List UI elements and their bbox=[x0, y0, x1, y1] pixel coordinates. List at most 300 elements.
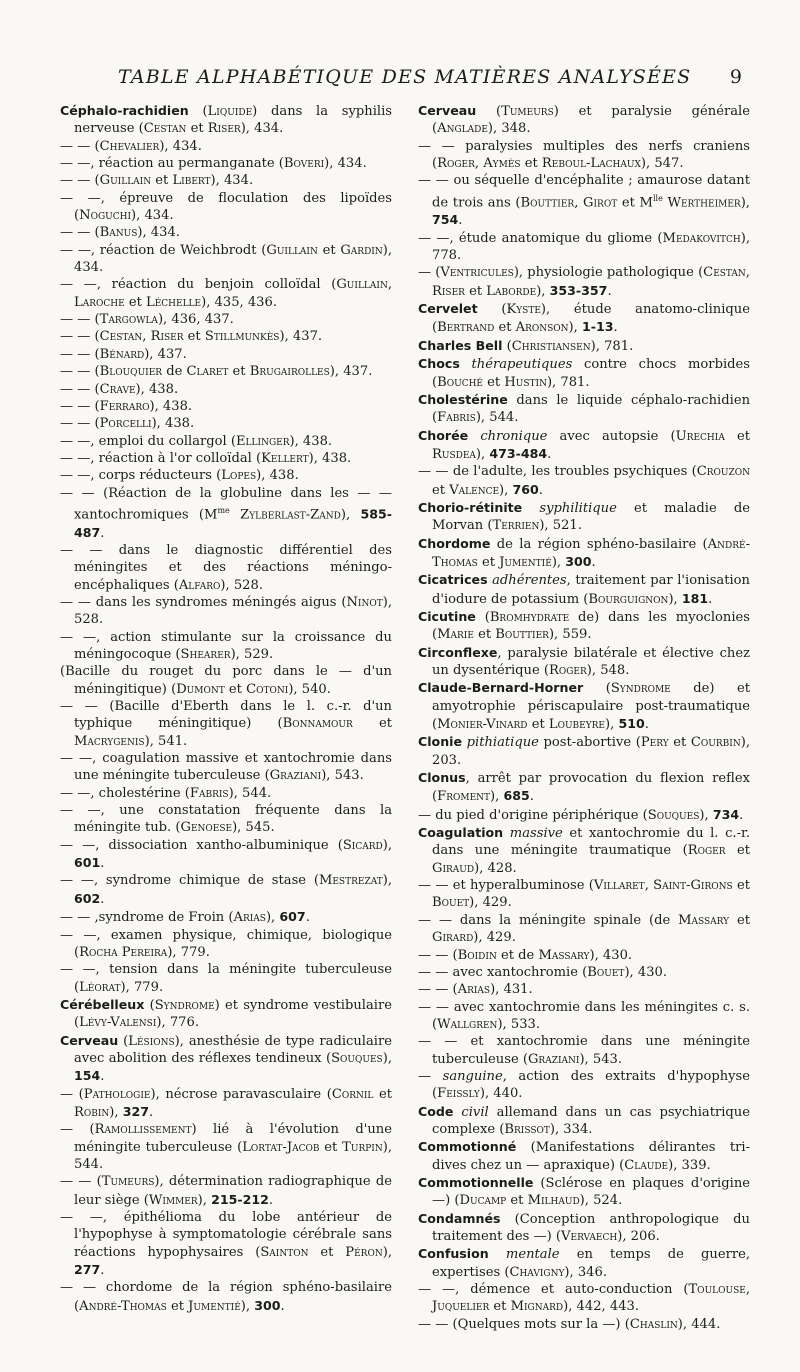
entry-text: Riser bbox=[207, 121, 241, 137]
entry-text: ) et paralysie générale ( bbox=[432, 104, 750, 137]
entry-text: Genoese bbox=[180, 820, 233, 836]
entry-term: Chordome bbox=[418, 535, 491, 551]
index-entry bbox=[418, 769, 750, 806]
entry-text: ), bbox=[499, 482, 513, 498]
entry-text: et bbox=[432, 482, 450, 498]
entry-text: ), 428. bbox=[474, 860, 517, 876]
entry-text: avec autopsie ( bbox=[547, 428, 676, 444]
entry-text: et bbox=[724, 428, 750, 444]
entry-text: Guillain bbox=[266, 242, 318, 258]
index-entry bbox=[418, 1103, 750, 1139]
entry-text: ), bbox=[605, 717, 619, 733]
entry-text: (Conception anthropologique du traitement des —) ( bbox=[432, 1211, 750, 1245]
entry-text: . bbox=[100, 1069, 105, 1085]
entry-text: . bbox=[100, 891, 105, 907]
entry-text: ), 430. bbox=[589, 947, 633, 963]
entry-term: Code bbox=[418, 1103, 454, 1119]
entry-text: Porcelli bbox=[99, 416, 152, 432]
entry-text: ) dans la syphilis nerveuse ( bbox=[74, 104, 392, 137]
entry-text: — — ,syndrome de Froin ( bbox=[60, 910, 234, 926]
entry-text: — —, tension dans la méningite tuberculeuse ( bbox=[60, 962, 392, 995]
index-entry bbox=[418, 427, 750, 464]
entry-text: ), bbox=[382, 837, 392, 853]
entry-text: — — de l'adulte, les troubles psychiques ( bbox=[418, 464, 697, 480]
entry-text: chronique bbox=[480, 428, 548, 444]
entry-text: et bbox=[151, 173, 173, 189]
entry-text: ), 438. bbox=[308, 450, 352, 466]
entry-text: (Bacille du rouget du porc dans le — d'un méningitique) ( bbox=[60, 664, 392, 697]
index-entry bbox=[60, 224, 392, 241]
entry-text: Guillain, Laroche bbox=[74, 277, 392, 310]
entry-text: . bbox=[547, 446, 552, 462]
index-columns bbox=[60, 102, 750, 1333]
entry-text: et bbox=[224, 681, 247, 697]
entry-text: , arrêt par provocation du flexion reflex ( bbox=[432, 771, 750, 805]
entry-text: ( bbox=[502, 338, 512, 354]
index-entry bbox=[60, 927, 392, 962]
entry-text: . bbox=[305, 910, 310, 926]
index-entry bbox=[418, 230, 750, 265]
entry-text: — — dans les syndromes méningés aigus ( bbox=[60, 594, 347, 610]
entry-text: ), 431. bbox=[490, 982, 533, 998]
entry-text: Crave bbox=[99, 381, 136, 397]
entry-text: Rocha Pereira bbox=[79, 944, 168, 960]
entry-text: ), 544. bbox=[228, 785, 272, 801]
index-entry bbox=[418, 499, 750, 535]
entry-text: ), 434. bbox=[210, 173, 254, 189]
entry-text: 510 bbox=[618, 716, 645, 732]
entry-text: ), 533. bbox=[497, 1016, 541, 1032]
entry-text: Guillain bbox=[99, 173, 152, 189]
entry-text: — —, étude anatomique du gliome ( bbox=[418, 230, 663, 246]
entry-text: ), 434. bbox=[159, 138, 202, 154]
entry-text: ), 436, 437. bbox=[157, 312, 234, 328]
entry-text: de) dans les myoclonies ( bbox=[432, 609, 750, 643]
index-entry bbox=[60, 542, 392, 594]
entry-text: et bbox=[228, 364, 250, 380]
index-entry bbox=[60, 961, 392, 996]
entry-text: — du pied d'origine périphérique ( bbox=[418, 807, 648, 823]
entry-text: Chavigny bbox=[509, 1264, 565, 1280]
entry-text: Macrygenis bbox=[74, 733, 145, 749]
entry-text: Bouet bbox=[432, 895, 470, 911]
entry-text: Vervaech bbox=[561, 1229, 618, 1245]
entry-text: 300 bbox=[254, 1297, 281, 1313]
entry-text: ), 438. bbox=[135, 381, 179, 397]
entry-text: ), 334. bbox=[549, 1121, 593, 1137]
entry-text: — —, épreuve de floculation des lipoïdes ( bbox=[60, 190, 392, 224]
entry-text: — —, épithélioma du lobe antérieur de l'hypophyse à symptomatologie cérébrale sans réactions hypophysaires ( bbox=[60, 1210, 392, 1260]
entry-text: 473-484 bbox=[489, 445, 548, 461]
entry-text: Arias bbox=[233, 910, 266, 926]
entry-text: Aronson bbox=[515, 320, 569, 336]
entry-text: 215-212 bbox=[211, 1191, 269, 1207]
index-entry bbox=[60, 1032, 392, 1086]
entry-text: — — ( bbox=[60, 416, 100, 432]
entry-text bbox=[230, 507, 240, 522]
index-entry bbox=[418, 1316, 750, 1333]
entry-text: ), 529. bbox=[230, 647, 274, 663]
entry-text: ), bbox=[536, 283, 550, 299]
index-entry bbox=[60, 908, 392, 926]
entry-text: dans le liquide céphalo-rachidien ( bbox=[432, 392, 750, 426]
entry-text: Souques bbox=[647, 807, 700, 823]
entry-text: Anglade bbox=[437, 121, 488, 137]
entry-text: de) et amyotrophie périscapulaire post-traumatique ( bbox=[432, 681, 750, 733]
entry-text: et xantochromie du l. c.-r. dans une méningite traumatique ( bbox=[432, 826, 750, 859]
index-entry bbox=[60, 1121, 392, 1173]
entry-text: Pery bbox=[640, 735, 669, 751]
entry-text: et bbox=[506, 1193, 528, 1209]
entry-text: Valence bbox=[449, 482, 500, 498]
entry-text: — —, réaction de Weichbrodt ( bbox=[60, 242, 267, 258]
entry-text: ), détermination radiographique de leur siège ( bbox=[74, 1174, 392, 1208]
entry-text: Toulouse, Juquelier bbox=[432, 1282, 750, 1315]
entry-text: Bonnamour bbox=[282, 716, 353, 732]
entry-text: Bouet bbox=[587, 964, 625, 980]
entry-text: Léorat bbox=[79, 979, 121, 995]
entry-text: ), bbox=[240, 1298, 255, 1314]
entry-text: — —, réaction à l'or colloïdal ( bbox=[60, 450, 262, 466]
entry-term: Cerveau bbox=[418, 103, 477, 118]
entry-text: ), 438. bbox=[151, 416, 195, 432]
entry-text: — — ( bbox=[60, 225, 100, 241]
entry-text: Chevalier bbox=[99, 138, 160, 154]
entry-text: et bbox=[729, 912, 750, 928]
entry-text: Souques bbox=[331, 1050, 383, 1066]
entry-text: Rusdea bbox=[432, 446, 476, 462]
entry-text: ), bbox=[668, 591, 682, 607]
entry-text: Zylberlast-Zand bbox=[240, 507, 341, 523]
entry-text: 327 bbox=[122, 1103, 150, 1119]
entry-text: Massary bbox=[678, 912, 730, 928]
entry-text: Lésions bbox=[128, 1033, 175, 1049]
entry-text: — — avec xantochromie dans les méningites c. s. ( bbox=[418, 999, 750, 1032]
entry-text: ), 429. bbox=[469, 895, 512, 911]
entry-text: ), bbox=[382, 1244, 392, 1260]
entry-text: Mignard bbox=[510, 1299, 564, 1315]
entry-text: — bbox=[418, 1068, 443, 1084]
entry-text: 1-13 bbox=[581, 319, 614, 335]
entry-term: Claude-Bernard-Horner bbox=[418, 680, 584, 696]
entry-text: — —, réaction au permanganate ( bbox=[60, 156, 284, 172]
index-entry bbox=[60, 363, 392, 380]
entry-text: . bbox=[149, 1104, 154, 1120]
entry-text: ), 548. bbox=[586, 663, 630, 679]
entry-text: 277 bbox=[74, 1262, 101, 1278]
entry-text: , traitement par l'ionisation d'iodure de potassium ( bbox=[432, 573, 750, 607]
entry-text: ), 440. bbox=[479, 1086, 523, 1102]
entry-text: post-abortive ( bbox=[538, 735, 641, 751]
entry-text: Wimmer bbox=[148, 1192, 198, 1208]
entry-text: ), 346. bbox=[564, 1264, 608, 1280]
entry-text: 754 bbox=[432, 212, 459, 228]
index-entry bbox=[60, 311, 392, 328]
entry-text: . bbox=[100, 525, 105, 541]
entry-text: — —, cholestérine ( bbox=[60, 785, 190, 801]
entry-text: . bbox=[591, 554, 596, 570]
entry-text bbox=[522, 501, 539, 516]
entry-text: ), 438. bbox=[289, 433, 333, 449]
index-entry bbox=[418, 264, 750, 300]
entry-text: Brugairolles bbox=[249, 364, 330, 380]
entry-text: Ducamp bbox=[459, 1193, 507, 1209]
entry-text: 585-487 bbox=[74, 506, 392, 540]
entry-text: Urechia bbox=[675, 428, 725, 444]
index-entry bbox=[418, 1138, 750, 1174]
entry-text: Bénard bbox=[99, 346, 145, 362]
entry-text: ), 521. bbox=[539, 518, 582, 534]
entry-text: Ventricules bbox=[440, 265, 514, 281]
entry-text: Bouttier, Girot bbox=[520, 195, 618, 211]
entry-text: ), 434. bbox=[74, 242, 392, 276]
entry-term: Charles Bell bbox=[418, 337, 503, 353]
entry-text: — —, réaction du benjoin colloïdal ( bbox=[60, 277, 337, 293]
entry-text: — —, dissociation xantho-albuminique ( bbox=[60, 837, 343, 853]
entry-text: ), 438. bbox=[149, 398, 193, 414]
entry-text: — — dans la méningite spinale (de bbox=[418, 912, 679, 928]
entry-text: . bbox=[708, 591, 713, 607]
entry-text: Cestan bbox=[143, 121, 187, 137]
entry-text: Turpin bbox=[342, 1139, 383, 1155]
entry-text: Kyste bbox=[506, 302, 541, 318]
index-entry bbox=[418, 1174, 750, 1210]
entry-text: ), 437. bbox=[144, 346, 187, 362]
entry-text: André-Thomas bbox=[432, 536, 750, 570]
index-entry bbox=[60, 750, 392, 785]
entry-text: et bbox=[166, 1298, 189, 1314]
entry-text: ), bbox=[490, 789, 504, 805]
index-entry bbox=[418, 999, 750, 1034]
entry-text: Claret bbox=[186, 364, 229, 380]
index-entry bbox=[60, 450, 392, 467]
entry-text: Targowla bbox=[99, 312, 158, 328]
index-entry bbox=[60, 242, 392, 277]
entry-text: Marie bbox=[437, 627, 474, 643]
index-entry bbox=[418, 337, 750, 355]
entry-text: — — ( bbox=[60, 398, 100, 414]
entry-text: Noguchi bbox=[79, 208, 132, 224]
entry-text: ), 540. bbox=[288, 681, 331, 697]
entry-text: lle bbox=[652, 193, 663, 203]
entry-text: Chaslin bbox=[629, 1316, 678, 1332]
entry-text: — — (Quelques mots sur la —) ( bbox=[418, 1316, 630, 1332]
entry-text: Boveri bbox=[283, 156, 325, 172]
entry-text: — —, syndrome chimique de stase ( bbox=[60, 873, 319, 889]
index-entry bbox=[418, 571, 750, 608]
entry-text: et bbox=[319, 1139, 343, 1155]
entry-text: ), bbox=[197, 1192, 212, 1208]
entry-text: Villaret, Saint-Girons bbox=[593, 878, 733, 894]
entry-text: Milhaud bbox=[527, 1193, 580, 1209]
entry-term: Cervelet bbox=[418, 301, 478, 317]
entry-text: — — ( bbox=[418, 982, 458, 998]
entry-text: Blouquier bbox=[99, 364, 163, 380]
entry-text: Bromhydrate bbox=[489, 609, 570, 625]
entry-text: — — ( bbox=[60, 364, 100, 380]
entry-text: et de bbox=[496, 947, 539, 963]
entry-text: ), bbox=[475, 446, 490, 462]
entry-text: Fabris bbox=[189, 785, 229, 801]
entry-text: ), 444. bbox=[677, 1316, 721, 1332]
entry-text: et bbox=[477, 554, 500, 570]
entry-text: et bbox=[725, 843, 750, 859]
entry-text: ), 438. bbox=[256, 468, 299, 484]
entry-text: ) et syndrome vestibulaire ( bbox=[74, 997, 392, 1031]
entry-text: Sainton bbox=[260, 1244, 309, 1260]
entry-text: Stillmunkès bbox=[204, 329, 280, 345]
index-entry bbox=[418, 608, 750, 644]
entry-text: ), étude anatomo-clinique ( bbox=[432, 302, 750, 336]
entry-text: ), 544. bbox=[74, 1139, 392, 1172]
entry-text: Syndrome bbox=[610, 681, 671, 697]
entry-text: 607 bbox=[279, 909, 306, 925]
entry-term: Cérébelleux bbox=[60, 996, 145, 1012]
entry-text: ), 203. bbox=[432, 735, 750, 768]
entry-text: — — dans le diagnostic différentiel des méningites et des réactions méningo-encéphaliques ( bbox=[60, 542, 392, 593]
index-entry bbox=[60, 398, 392, 415]
entry-text: — — et xantochromie dans une méningite tuberculeuse ( bbox=[418, 1034, 750, 1067]
index-entry bbox=[60, 663, 392, 698]
entry-text: Brissot bbox=[504, 1121, 550, 1137]
entry-text: . bbox=[268, 1192, 274, 1208]
entry-text: ), 430. bbox=[624, 964, 668, 980]
entry-text: André-Thomas bbox=[79, 1298, 167, 1314]
entry-text: ), 779. bbox=[167, 944, 210, 960]
entry-text: ), 781. bbox=[546, 374, 590, 390]
entry-text: et M bbox=[617, 195, 653, 211]
entry-term: Confusion bbox=[418, 1246, 489, 1262]
entry-text: 353-357 bbox=[549, 282, 608, 298]
entry-text: — — (Bacille d'Eberth dans le l. c.-r. d'un typhique méningitique) ( bbox=[60, 699, 392, 732]
entry-term: Coagulation bbox=[418, 825, 504, 841]
entry-text: allemand dans un cas psychiatrique complexe ( bbox=[432, 1104, 750, 1137]
index-entry bbox=[60, 155, 392, 172]
entry-text: . bbox=[458, 213, 463, 229]
entry-text: Loubeyre bbox=[548, 717, 606, 733]
index-entry bbox=[418, 964, 750, 981]
entry-text: Ferraro bbox=[99, 398, 150, 414]
index-entry bbox=[418, 806, 750, 824]
entry-term: Chorio-rétinite bbox=[418, 499, 523, 515]
index-entry bbox=[418, 733, 750, 769]
entry-text: Roger, Aymès bbox=[437, 156, 521, 172]
index-entry bbox=[60, 698, 392, 750]
entry-text: — — paralysies multiples des nerfs craniens ( bbox=[418, 138, 750, 172]
entry-text: ), 434. bbox=[131, 208, 174, 224]
entry-text: ( bbox=[477, 302, 507, 318]
entry-text: ( bbox=[144, 997, 155, 1013]
entry-text: Fabris bbox=[437, 410, 476, 426]
index-entry bbox=[418, 1245, 750, 1281]
right-column bbox=[418, 102, 750, 1333]
entry-text: et bbox=[464, 283, 487, 299]
entry-text: . bbox=[100, 1263, 105, 1279]
entry-text: massive bbox=[509, 826, 563, 842]
entry-text: Cestan, Riser bbox=[99, 329, 184, 345]
entry-term: Cicatrices bbox=[418, 572, 488, 588]
index-entry bbox=[418, 981, 750, 998]
index-entry bbox=[60, 837, 392, 873]
entry-text: Bouché bbox=[437, 374, 483, 390]
entry-text: ), bbox=[265, 910, 280, 926]
entry-text bbox=[460, 357, 472, 372]
entry-text: civil bbox=[461, 1104, 489, 1120]
entry-text: et bbox=[308, 1244, 346, 1260]
entry-text: Banus bbox=[99, 225, 138, 241]
entry-text: Jumentié bbox=[188, 1298, 241, 1314]
index-entry bbox=[418, 824, 750, 877]
entry-text: . bbox=[607, 283, 612, 299]
entry-text: — —, emploi du collargol ( bbox=[60, 433, 236, 449]
index-entry bbox=[418, 172, 750, 229]
entry-text: ), 778. bbox=[432, 230, 750, 264]
index-entry bbox=[418, 679, 750, 733]
entry-text: Cestan, Riser bbox=[432, 265, 750, 299]
entry-text: de bbox=[162, 364, 187, 380]
entry-text: Christiansen bbox=[511, 338, 591, 354]
entry-text: (Manifestations délirantes tri-dives chez un — apraxique) ( bbox=[432, 1140, 750, 1173]
entry-text: et bbox=[668, 735, 691, 751]
entry-text: ( bbox=[475, 609, 490, 625]
entry-text: Claude bbox=[624, 1157, 669, 1173]
entry-text: ), 541. bbox=[144, 733, 188, 749]
entry-text: ), bbox=[340, 507, 361, 523]
entry-text: Wertheimer bbox=[667, 195, 741, 211]
entry-text: et bbox=[317, 242, 341, 258]
entry-text: — — ( bbox=[60, 329, 100, 345]
entry-text: 601 bbox=[74, 855, 101, 871]
entry-text: ), 779. bbox=[120, 979, 164, 995]
entry-text: ), bbox=[382, 873, 392, 889]
entry-text: et bbox=[186, 121, 208, 137]
entry-text: Hustin bbox=[504, 374, 547, 390]
entry-text: Laborde bbox=[486, 283, 537, 299]
entry-text: Massary bbox=[538, 947, 590, 963]
entry-text: 300 bbox=[565, 553, 592, 569]
entry-text: et bbox=[183, 329, 205, 345]
entry-text: . bbox=[644, 717, 649, 733]
index-entry bbox=[418, 355, 750, 391]
entry-text: Sicard bbox=[342, 837, 383, 853]
entry-text: et bbox=[527, 717, 549, 733]
entry-text: . bbox=[739, 807, 744, 823]
entry-text: Péron bbox=[345, 1244, 383, 1260]
index-entry bbox=[60, 594, 392, 629]
entry-text: Courbin bbox=[690, 735, 741, 751]
index-entry bbox=[60, 467, 392, 484]
entry-text: et bbox=[489, 1299, 511, 1315]
entry-text: Froment bbox=[437, 789, 491, 805]
index-entry bbox=[418, 463, 750, 499]
entry-text: ), 545. bbox=[232, 820, 275, 836]
entry-text: Ninot bbox=[346, 594, 383, 610]
index-entry bbox=[418, 1210, 750, 1246]
entry-text: Crouzon bbox=[696, 464, 750, 480]
entry-text: ), 544. bbox=[475, 410, 519, 426]
entry-text: Mestrezat bbox=[318, 873, 383, 889]
entry-text: et bbox=[473, 627, 496, 643]
entry-text: . bbox=[100, 856, 105, 872]
entry-text: pithiatique bbox=[466, 735, 539, 751]
index-entry bbox=[60, 485, 392, 542]
entry-text: ), 339. bbox=[668, 1157, 711, 1173]
entry-text: 734 bbox=[712, 806, 740, 822]
index-entry bbox=[418, 947, 750, 964]
entry-text: Tumeurs bbox=[101, 1174, 155, 1190]
entry-text: ), 543. bbox=[579, 1051, 623, 1067]
entry-text: Robin bbox=[74, 1104, 110, 1120]
